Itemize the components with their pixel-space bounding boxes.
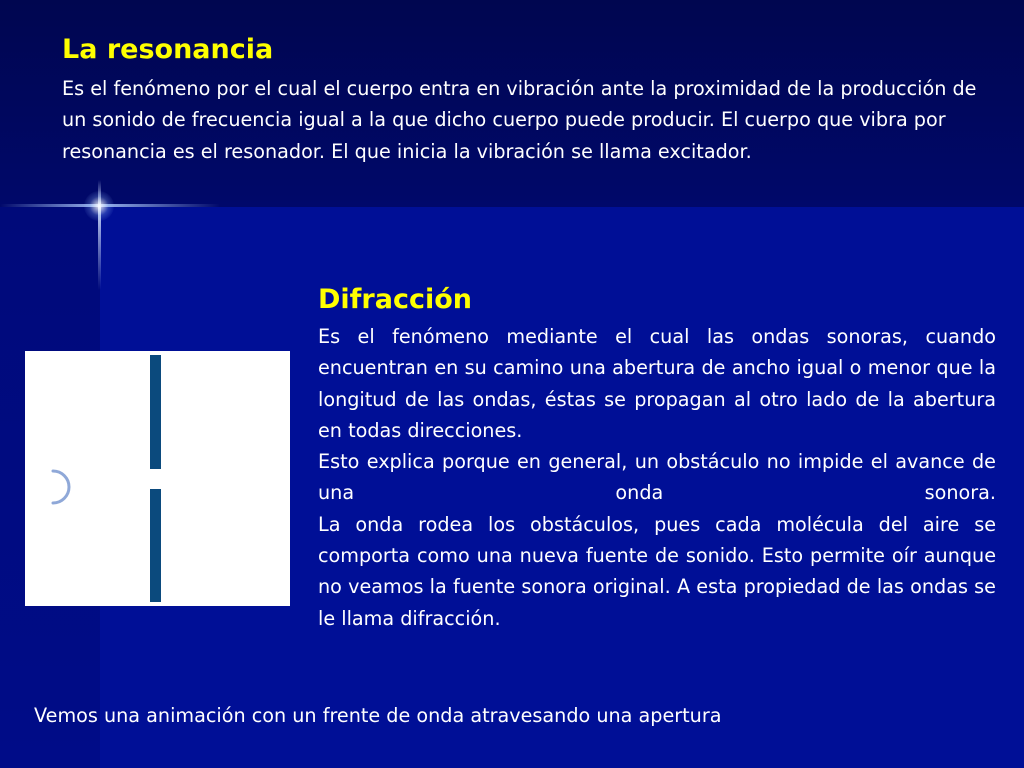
diffraction-animation [25, 351, 290, 606]
diffraction-text [318, 321, 996, 634]
resonance-text: Es el fenómeno por el cual el cuerpo entra en vibración ante la proximidad de la producción de un sonido de frecuencia igual a la que dicho cuerpo puede producir. El cuerpo que vibra por resonancia es el resonador. El que inicia la vibración se llama excitador. [62, 77, 977, 163]
diffraction-title: Difracción [318, 284, 472, 315]
light-flare-icon [84, 191, 114, 221]
resonance-title: La resonancia [62, 34, 274, 65]
diffraction-paragraph: La onda rodea los obstáculos, pues cada molécula del aire se comporta como una nueva fuente de sonido. Esto permite oír aunque no veamos la fuente sonora original. A esta propiedad de las ondas se le llama difracción. [318, 512, 996, 630]
animation-caption: Vemos una animación con un frente de onda atravesando una apertura [34, 704, 722, 727]
barrier-bottom [150, 489, 161, 602]
diffraction-paragraph: Esto explica porque en general, un obstáculo no impide el avance de una onda sonora. [318, 450, 996, 505]
diffraction-paragraph: Es el fenómeno mediante el cual las ondas sonoras, cuando encuentran en su camino una abertura de ancho igual o menor que la longitud de las ondas, éstas se propagan al otro lado de la abertura en todas direcciones. [318, 325, 996, 442]
wavefront-arc-icon [47, 467, 87, 507]
barrier-top [150, 355, 161, 469]
